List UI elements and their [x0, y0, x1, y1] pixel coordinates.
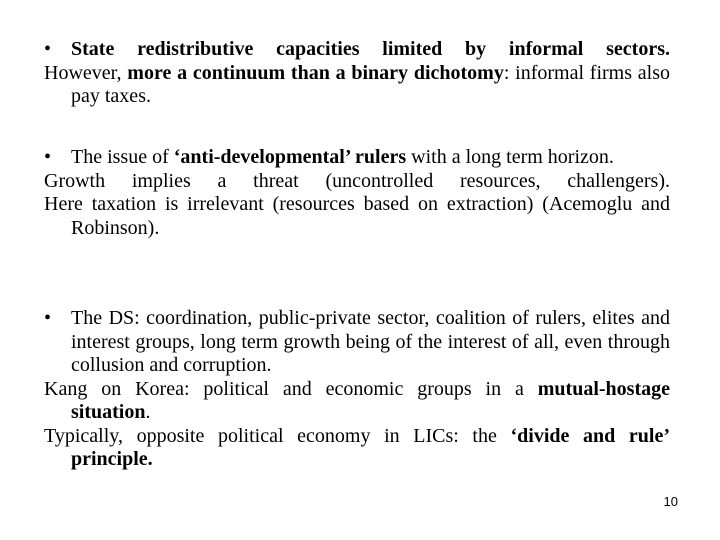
text-segment: State redistributive capacities limited by informal sectors.: [71, 38, 670, 60]
paragraph: [44, 62, 670, 109]
text-segment: : informal firms also pay taxes.: [71, 61, 671, 107]
text-segment: more a continuum than a binary dichotomy: [127, 61, 504, 84]
text-segment: The DS: coordination, public-private sector, coalition of rulers, elites and interest groups, long term growth being of the interest of all, even through collusion and corruption.: [71, 307, 670, 376]
paragraph: [44, 307, 670, 378]
text-segment: However,: [44, 61, 128, 84]
text-segment: ‘anti-developmental’ rulers: [173, 146, 407, 168]
text-segment: mutual-hostage situation: [71, 377, 670, 423]
paragraph: [44, 193, 670, 240]
text-segment: .: [145, 401, 151, 423]
paragraph: [44, 146, 670, 170]
text-segment: Kang on Korea: political and economic groups in a: [44, 377, 538, 400]
page-number: 10: [663, 494, 678, 509]
section-informal-sectors: [44, 38, 670, 109]
paragraph: [44, 378, 670, 425]
text-segment: Typically, opposite political economy in LICs: the: [44, 424, 511, 447]
text-segment: Here taxation is irrelevant (resources based on extraction) (Acemoglu and Robinson).: [44, 193, 670, 239]
text-segment: with a long term horizon.: [406, 146, 614, 168]
section-developmental-state: [44, 307, 670, 472]
bullet: •: [44, 146, 52, 168]
text-segment: Growth implies a threat (uncontrolled resources, challengers).: [44, 169, 670, 192]
paragraph: [44, 425, 670, 472]
text-segment: The issue of: [71, 146, 174, 168]
bullet: •: [44, 38, 52, 60]
paragraph: [44, 170, 670, 194]
section-anti-developmental-rulers: [44, 146, 670, 240]
paragraph: [44, 38, 670, 62]
text-segment: ‘divide and rule’ principle.: [71, 424, 670, 470]
bullet: •: [44, 307, 52, 329]
